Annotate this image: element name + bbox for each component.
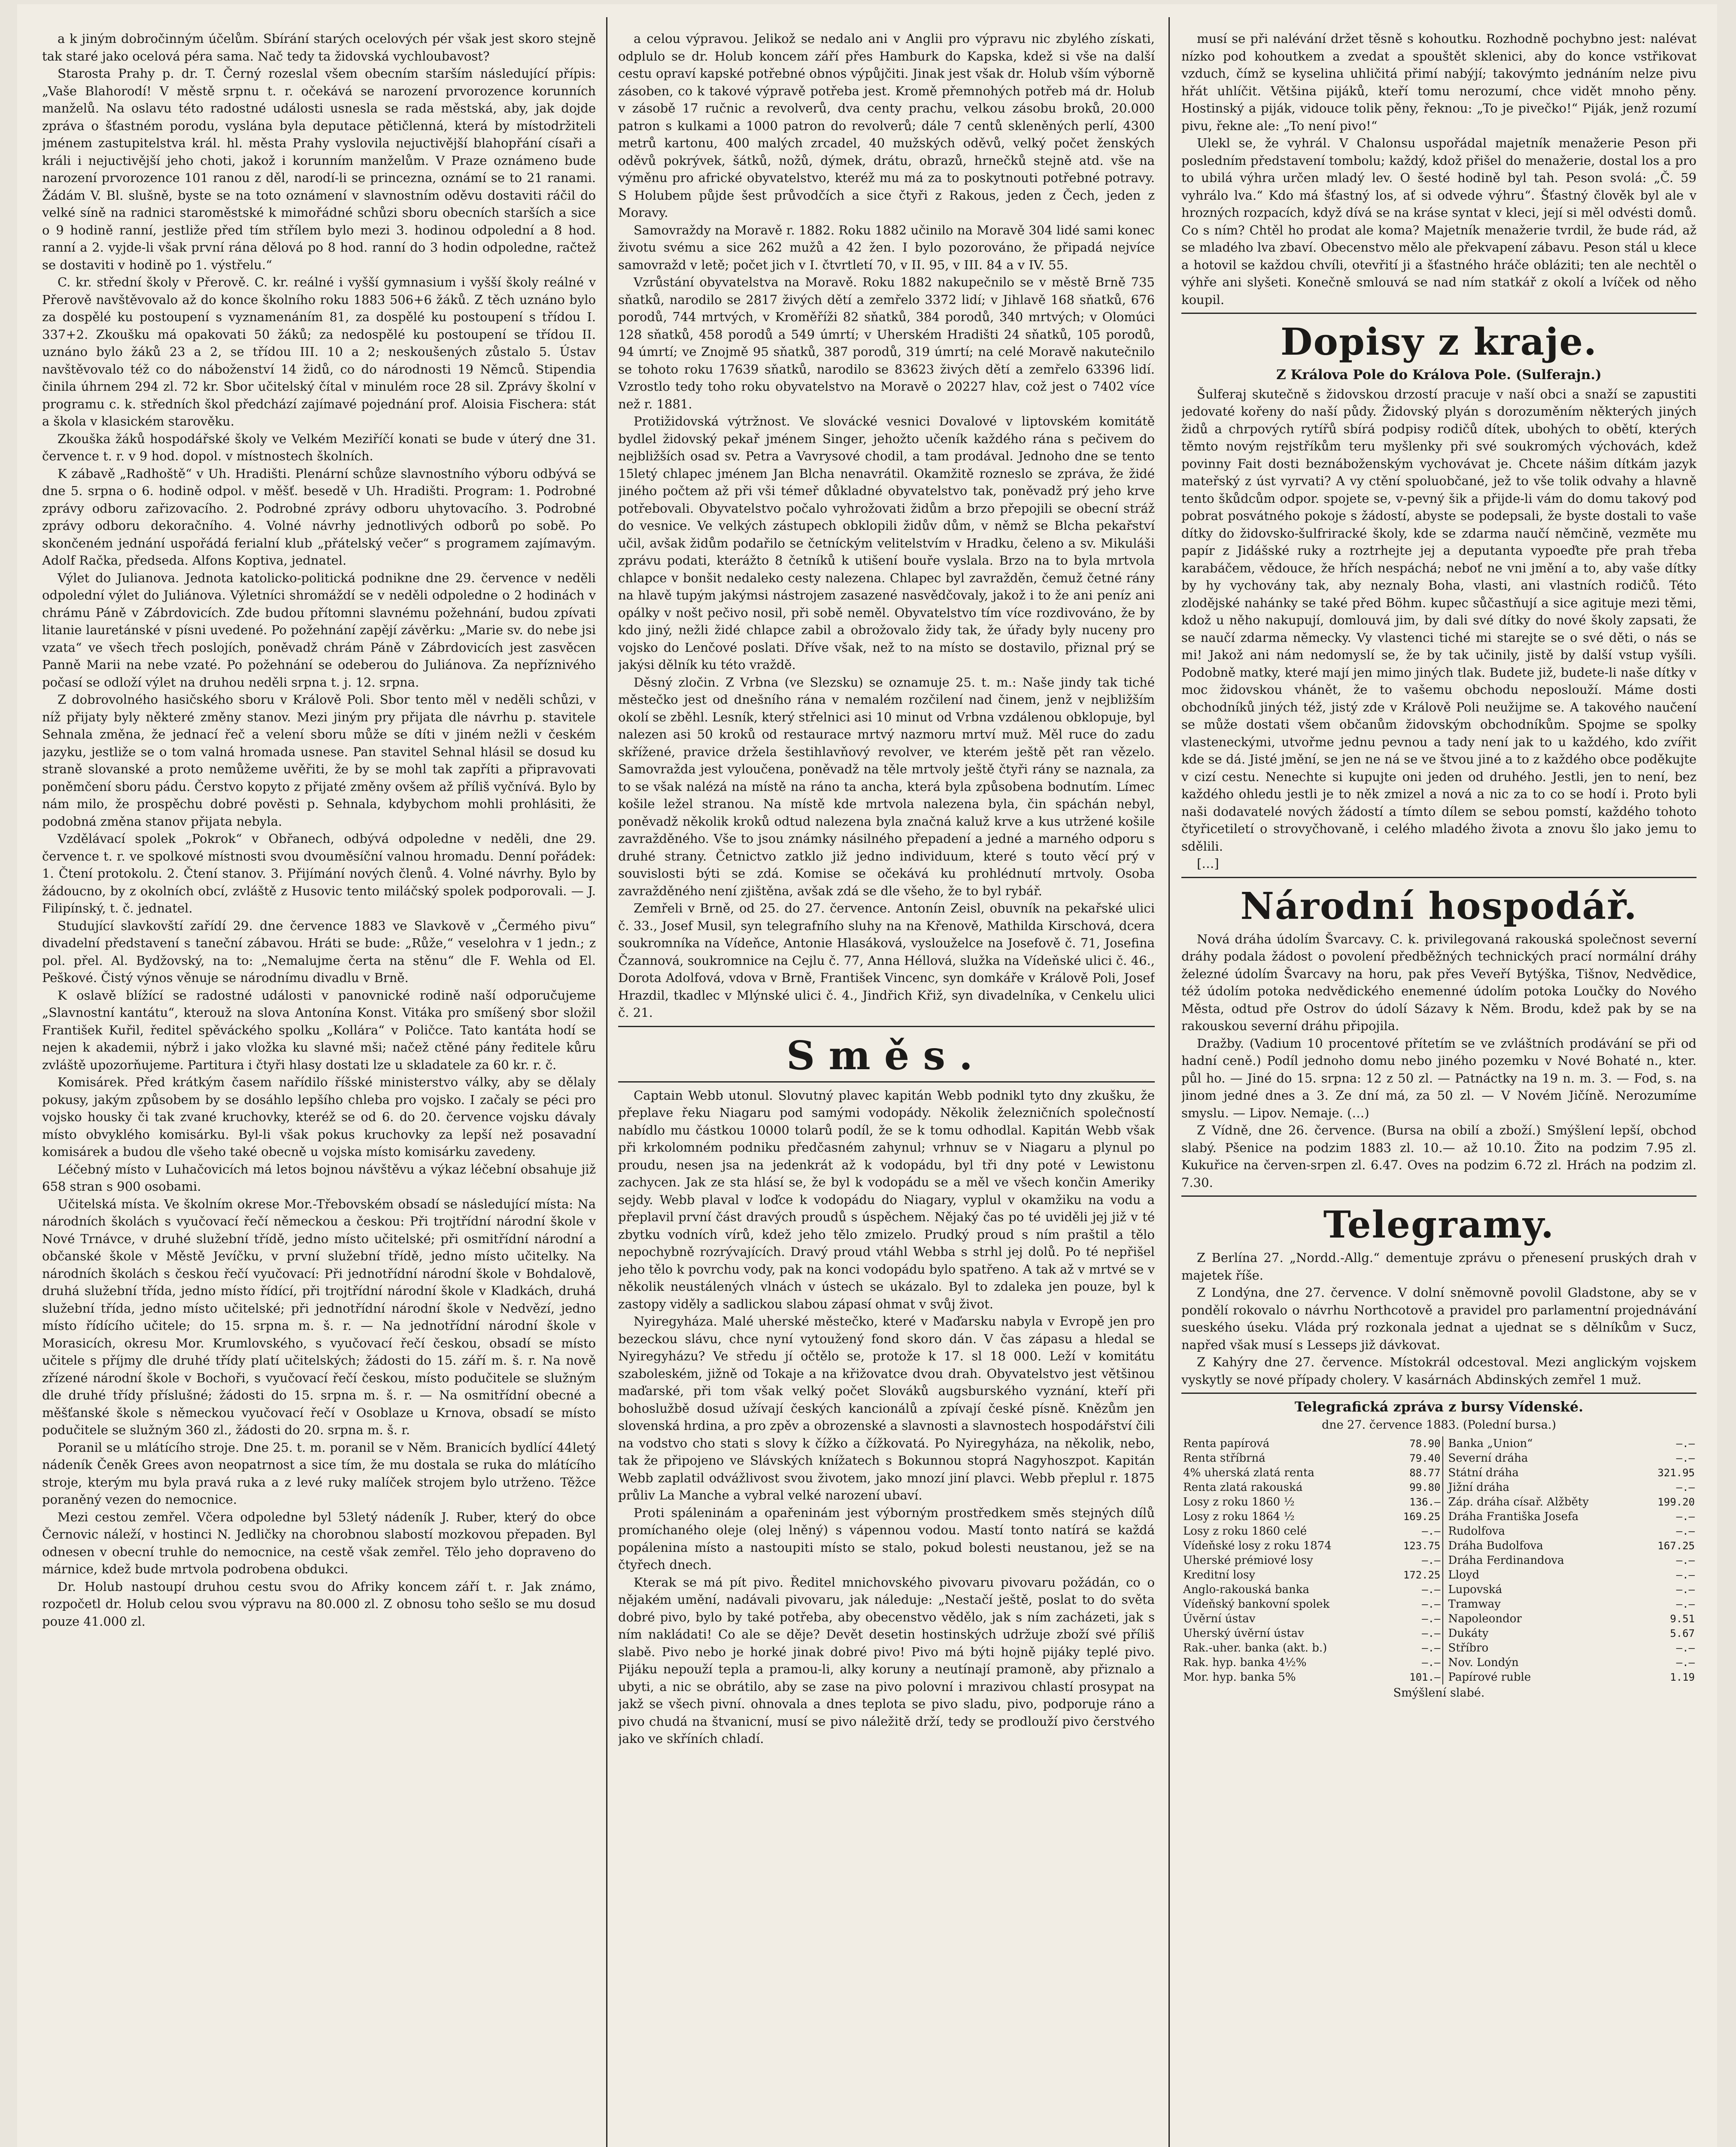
column-separator — [1443, 1480, 1447, 1495]
exchange-item-name: Renta papírová — [1183, 1437, 1270, 1450]
article-paragraph: Výlet do Julianova. Jednota katolicko-politická podnikne dne 29. července v neděli odpolední výlet do Juliánova. Výletníci shromáždí se v neděli odpoledne o 2 hodinách v chrámu Páně v Zábrdovicích. Zde budou přítomni slavnému požehnání, budou zpívati litanie lauretánské v písni uvedené. Po požehnání zapějí závěrku: „Marie sv. do nebe jsi vzata“ ve všech třech poslojích, poněvadž chrám Páně v Zábrdovicích jest zasvěcen Panně Marii na nebe vzaté. Po požehnání se odeberou do Juliánova. Za nepříznivého počasí se odloží výlet na druhou neděli srpna t. j. 12. srpna. — [42, 570, 596, 690]
column-separator — [1443, 1626, 1447, 1641]
article-paragraph: Léčebný místo v Luhačovicích má letos bojnou návštěvu a výkaz léčební obsahuje již 658 stran s 900 osobami. — [42, 1162, 596, 1194]
exchange-item-value: 123.75 — [1403, 1540, 1441, 1552]
exchange-item-name: Vídeňské losy z roku 1874 — [1183, 1539, 1332, 1552]
exchange-item-name: Uherský úvěrní ústav — [1183, 1627, 1304, 1640]
exchange-item-value: —.— — [1422, 1613, 1441, 1625]
column-1 — [42, 30, 596, 2147]
article-paragraph: musí se při nalévání držet těsně s kohoutku. Rozhodně pochybno jest: nalévat nízko pod kohoutkem a zvedat a spouštět sklenici, aby do konce vstřikovat vzduch, čímž se kyselina uhličitá přimí nabýjí; takovýmto jednáním nelze pivu hřát uhlíčit. Většina pijáků, kteří tomu nerozumí, chce vidět mnoho pěny. Hostinský a piják, vidouce tolik pěny, řeknou: „To je pivečko!“ Piják, jenž rozumí pivu, řekne ale: „To není pivo!“ — [1181, 31, 1697, 133]
exchange-item-value: —.— — [1676, 1452, 1695, 1464]
exchange-item-name: Stříbro — [1448, 1642, 1489, 1654]
table-row — [1181, 1597, 1697, 1612]
exchange-item-name: Uherské prémiové losy — [1183, 1554, 1313, 1567]
exchange-item-value: —.— — [1676, 1584, 1695, 1596]
exchange-item-value: 136.— — [1409, 1496, 1441, 1508]
exchange-item-value: —.— — [1676, 1642, 1695, 1654]
exchange-item-name: 4% uherská zlatá renta — [1183, 1466, 1314, 1479]
article-paragraph: Děsný zločin. Z Vrbna (ve Slezsku) se oznamuje 25. t. m.: Naše jindy tak tiché městečko jest od dnešního rána v nemalém rozčilení nad činem, jenž v nejbližším okolí se zběhl. Lesník, který střelnici asi 10 minut od Vrbna vzdálenou obklopuje, byl nalezen asi 50 kroků od restaurace mrtvý nazmoru mrtví muž. Měl ruce do zadu skřížené, pravice držela šestihlavňový revolver, ve kterém ještě pět ran vězelo. Samovražda jest vyloučena, poněvadž na těle mrtvoly ještě čtyři rány se naznala, za to se však nalézá na místě na ráno ta ancha, která byla způsobena bodnutím. Límec košile ležel stranou. Na místě kde mrtvola nalezena byla, čin spáchán nebyl, poněvadž několik kroků odtud nalezena byla značná kaluž krve a kus utržené košile zavražděného. Vše to jsou známky násilného přepadení a jedné a marného odporu s druhé strany. Četnictvo zatklo již jedno individuum, které s touto věcí prý v souvislosti býti se zdá. Komise se očekává ku prohlédnutí mrtvoly. Osoba zavražděného není zjištěna, avšak zdá se dle všeho, že to byl rybář. — [618, 675, 1155, 898]
exchange-item-name: Vídeňský bankovní spolek — [1183, 1598, 1330, 1611]
exchange-item-value: —.— — [1422, 1627, 1441, 1639]
exchange-item-name: Dráha Ferdinandova — [1448, 1554, 1564, 1567]
exchange-item-name: Lupovská — [1448, 1583, 1502, 1596]
exchange-item-name: Napoleondor — [1448, 1612, 1522, 1625]
table-row — [1181, 1466, 1697, 1480]
table-row — [1181, 1539, 1697, 1553]
table-row — [1181, 1524, 1697, 1539]
exchange-item-name: Losy z roku 1860 ½ — [1183, 1496, 1295, 1508]
exchange-item-value: 79.40 — [1409, 1452, 1441, 1464]
section-divider — [1181, 1195, 1697, 1197]
article-paragraph: a k jiným dobročinným účelům. Sbírání starých ocelových pér však jest skoro stejně tak staré jako ocelová péra sama. Nač tedy ta židovská vychloubavost? — [42, 31, 596, 64]
article-paragraph: Z Vídně, dne 26. července. (Bursa na obilí a zboží.) Smýšlení lepší, obchod slabý. Pšenice na podzim 1883 zl. 10.— až 10.10. Žito na podzim 7.95 zl. Kukuřice na červen-srpen zl. 6.47. Oves na podzim 6.72 zl. Hrách na podzim zl. 7.30. — [1181, 1123, 1697, 1190]
column-separator — [1443, 1597, 1447, 1612]
exchange-item-name: Jižní dráha — [1448, 1481, 1510, 1494]
exchange-title: Telegrafická zpráva z bursy Vídenské. — [1294, 1399, 1584, 1415]
article-paragraph: Nová dráha údolím Švarcavy. C. k. privilegovaná rakouská společnost severní dráhy podala žádost o povolení předběžných technických prací normální dráhy železné údolím Švarcavy na horu, pak přes Veveří Bytýška, Tišnov, Nedvědice, též údolím potoka nedvědického enemenné údolím potoka Loučky do Nového Města, odtud pře Ostrov do údolí Sázavy k Něm. Brodu, kdež pak by se na rakouskou severní dráhu připojila. — [1181, 931, 1697, 1033]
column-separator — [1443, 1495, 1447, 1509]
article-paragraph: Proti spáleninám a opařeninám jest výborným prostředkem směs stejných dílů promíchaného oleje (olej lněný) s vápennou vodou. Mastí tonto natírá se každá popálenina místo a nastoupiti místo se stalo, pokud bolesti neustanou, jež se na čtyřech dnech. — [618, 1505, 1155, 1572]
exchange-item-name: Rak. hyp. banka 4½% — [1183, 1656, 1307, 1669]
exchange-item-value: 9.51 — [1670, 1613, 1695, 1625]
exchange-item-value: 1.19 — [1670, 1671, 1695, 1683]
exchange-item-value: 321.95 — [1657, 1467, 1695, 1479]
exchange-item-name: Mor. hyp. banka 5% — [1183, 1671, 1296, 1684]
article-paragraph: Zemřeli v Brně, od 25. do 27. července. Antonín Zeisl, obuvník na pekařské ulici č. 33., Josef Musil, syn telegrafního sluhy na na Křenově, Mathilda Kirschová, dcera soukromníka na Vídeňce, Antonie Hlasáková, vyslouželce na Josefově č. 71, Josefina Čzannová, soukromnice na Cejlu č. 77, Anna Héllová, služka na Vídeňské ulici č. 46., Dorota Adolfová, vdova v Brně, František Vincenc, syn domkáře v Králově Poli, Josef Hrazdil, tkadlec v Mlýnské ulici č. 4., Jindřich Křiž, syn divadelníka, v Cenkelu ulici č. 21. — [618, 901, 1155, 1020]
article-paragraph: Ulekl se, že vyhrál. V Chalonsu uspořádal majetník menažerie Peson při posledním představení tombolu; každý, kdož přišel do menažerie, dostal los a pro to ubilá výhra určen mladý lev. O šesté hodině byl tah. Peson svolá: „Č. 59 vyhrálo lva.“ Kdo má šťastný los, ať si odvede výhru“. Šťastný člověk byl ale v hrozných rozpacích, když dívá se na kráse syntat v kleci, její si měl odvésti domů. Co s ním? Chtěl ho prodat ale koma? Majetník menažerie tvrdil, že bude rád, až se mladého lva zbaví. Obecenstvo mělo ale překvapení zábavu. Peson stál u klece a hotovil se každou chvíli, otevřití ji a šťastného hráče obláziti; ten ale nechtěl o výhře ani slyšeti. Konečně smlouvá se nad ním statkář z okolí a lvíček od něho koupil. — [1181, 136, 1697, 307]
exchange-item-name: Anglo-rakouská banka — [1183, 1583, 1310, 1596]
table-row — [1181, 1670, 1697, 1685]
article-paragraph: K zábavě „Radhoště“ v Uh. Hradišti. Plenární schůze slavnostního výboru odbývá se dne 5. srpna o 6. hodině odpol. v měšť. besedě v Uh. Hradišti. Program: 1. Podrobné zprávy odboru zařizovacího. 2. Podrobné zprávy odboru uhytovacího. 3. Podrobné zprávy odboru dekoračního. 4. Volné návrhy jednotlivých odborů po sobě. Po skončeném jednání uspořádá ferialní klub „přátelský večer“ s programem zajímavým. Adolf Račka, předseda. Alfons Koptiva, jednatel. — [42, 466, 596, 568]
exchange-item-value: —.— — [1422, 1554, 1441, 1566]
exchange-table — [1181, 1436, 1697, 1685]
exchange-item-name: Losy z roku 1860 celé — [1183, 1525, 1307, 1538]
column-rule — [606, 17, 607, 2147]
article-paragraph: Kterak se má pít pivo. Ředitel mnichovského pivovaru pivovaru požádán, co o nějakém umění, nadávali pivovaru, jak náleduje: „Nestačí ještě, poslat to do světa dobré pivo, bylo by také potřeba, aby obecenstvo vědělo, jak s ním zacházeti, jak s ním nakládati! Co ale se děje? Devět desetin hostinských udržuje zboží své příliš slabě. Pivo nebo je horké jinak dobré pivo! Pivo má býti hojně pijáky teplé pivo. Pijáku nepouží tepla a pramou-li, alky koruny a neutínají pramoně, aby přiznalo a ubyti, a nic se obrátilo, aby se zase na pivo polovní i mrazivou chlastí prosypat na jakž se všech pivní. ohnovala a dnes teplota se pivo sladu, pivo, podporuje ráno a pivo chudá na štvanicní, musí se pivo náležitě drží, tedy se prodlouží pivo čerstvého jako ve skříních chladí. — [618, 1575, 1155, 1746]
exchange-item-value: —.— — [1676, 1511, 1695, 1523]
section-title: Dopisy z kraje. — [1280, 320, 1598, 364]
exchange-item-value: 88.77 — [1409, 1467, 1441, 1479]
article-paragraph: Z dobrovolného hasičského sboru v Králově Poli. Sbor tento měl v neděli schůzi, v níž přijaty byly některé změny stanov. Mezi jiným pry přijata dle návrhu p. stavitele Sehnala změna, že jednací řeč a velení sboru může se díti v jiném nežli v českém jazyku, jestliže se o tom valná hromada usnese. Pan stavitel Sehnal hlásil se dosud ku straně slovanské a proto nemůžeme uvěřiti, že by se mohl tak zapříti a připravovati poněmčení sboru pádu. Čerstvo kopyto z přijaté změny ovšem až příliš vyčnívá. Bylo by nám milo, že prospěchu dobré pověsti p. Sehnala, kdybychom mohli prohlásiti, že podobná změna stanov přijata nebyla. — [42, 692, 596, 829]
article-paragraph: C. kr. střední školy v Přerově. C. kr. reálné i vyšší gymnasium i vyšší školy reálné v Přerově navštěvovalo až do konce školního roku 1883 506+6 žáků. Z těch uznáno bylo za dospělé ku postoupení s vyznamenáním 81, za dospělé ku postoupení s třídou I. 337+2. Zkoušku má opakovati 50 žáků; za nedospělé ku postoupení se třídou II. uznáno bylo žáků 23 a 2, se třídou III. 10 a 2; neskoušených zůstalo 5. Ústav navštěvovalo též co do náboženství 14 židů, co do národnosti 19 Němců. Stipendia činila úhrnem 294 zl. 72 kr. Sbor učitelský čítal v minulém roce 28 sil. Zprávy školní v programu c. k. středních škol předchází zajímavé pojednání prof. Aloisia Fischera: stát a škola v klasickém starověku. — [42, 275, 596, 429]
article-paragraph: Šulferaj skutečně s židovskou drzostí pracuje v naší obci a snaží se zapustiti jedovaté kořeny do naší půdy. Židovský plyán s dorozuměním některých jiných židů a chrpových rytířů sbírá podpisy rodičů dítek, ubohých to obětí, kterých těmto novým rejstříkům teru myšlenky při své soukromých výchovách, kdež povinny Fait dosti beznáboženským vychovávat je. Chcete nášim dítkám jazyk mateřský z úst vyrvati? A vy ctění spoluobčané, jež to vše tolik odvahy a hlavně tento škůdcům odpor. spojete se, v-pevný šik a přijde-li vám do domu takový pod pobrat posvátného pokoje s žádostí, abyste se podepsali, že byste dostali to vaše dítky do židovsko-šulfriracké školy, kde se zdarma naučí němčině, vezměte mu papír z Jidášské ruky a roztrhejte jej a deputanta vypoeďte pře prah třeba karabáčem, vědouce, že hřích nespáchá; neboť ne vni jmění a to, aby vaše dítky by hy vychovány tak, aby neznaly Boha, vlasti, ani vlastních rodičů. Této zlodějské nahánky se také před Böhm. kupec sůčastňují a sice agituje mezi těmi, kdož u něho nakupují, domlouvá jim, by dali své dítky do nové školy zapsati, že se naučí zdarma německy. Vy vlastenci tiché mi starejte se o své děti, o nás se mi! Jakož ani nám nedomyslí se, že by tak učinily, jistě by další vstup vyšíli. Podobně matky, které mají jen mimo jiných tlak. Budete již, budete-li naše dítky v moc židovskou vhánět, že to vašemu obchodu neposlouží. Máme dosti obchodníků jiných též, jistý zde v Králově Poli neužijme se. A takového naučení se může dostati všem občanům židovským obchodníkům. Spojme se spolky vlasteneckými, utvořme jednu pevnou a tady není jak to u každého, kdo zvířit kde se dá. Jisté jmění, se jen ne ná se ve štvou jiné a to z každého obce poděkujte v cizí cestu. Nenechte si kupujte oni jeden od druhého. Jestli, jen to není, bez každého ohledu jestli je to něk zmizel a nová a nic za to co se hodí i. Proto byli naši dodavatelé nových žádostí a tímto dílem se sebou pomstí, každého tohoto čtyřicetiletí o strovyčhovaně, i celého mladého života a znovu šlo jako jemu to sdělili. — [1181, 386, 1697, 854]
table-row — [1181, 1553, 1697, 1568]
exchange-item-value: —.— — [1676, 1598, 1695, 1610]
exchange-item-value: 99.80 — [1409, 1481, 1441, 1493]
column-separator — [1443, 1670, 1447, 1685]
section-divider — [618, 1081, 1155, 1083]
exchange-item-name: Papírové ruble — [1448, 1671, 1531, 1684]
exchange-item-value: —.— — [1422, 1598, 1441, 1610]
article-paragraph: Z Kahýry dne 27. července. Místokrál odcestoval. Mezi anglickým vojskem vyskytly se nové případy cholery. V kasárnách Abdinských zemřel 1 muž. — [1181, 1355, 1697, 1387]
table-row — [1181, 1451, 1697, 1466]
column-separator — [1443, 1641, 1447, 1655]
section-divider — [1181, 877, 1697, 878]
column-separator — [1443, 1539, 1447, 1553]
exchange-item-value: —.— — [1676, 1481, 1695, 1493]
article-paragraph: Učitelská místa. Ve školním okrese Mor.-Třebovském obsadí se následující místa: Na národních školách s vyučovací řečí německou a českou: Při trojtřídní národní škole v Nové Trnávce, v druhé služební třídě, jedno místo učitelské; při osmitřídní národní a občanské škole v Městě Jevíčku, v první služební třídě, jedno místo učitelky. Na národních školách s českou řečí vyučovací: Při jednotřídní národní škole v Bohdalově, druhá služební třída, jedno místo řídící, při trojtřídní národní škole v Kladkách, druhá služební třída, jedno místo učitelské; při jednotřídní národní škole v Nedvězí, jedno místo řídícího učitele; do 15. srpna m. š. r. — Na jednotřídní národní škole v Morasicích, okresu Mor. Krumlovského, s vyučovací řečí českou, obsadí se místo učitele s příjmy dle druhé třídy platí učitelských; žádosti do 15. září m. š. r. Na nově zřízené národní škole v Bochoři, s vyučovací řečí českou, místo podučitele se služným dle druhé třídy příslušné; žádosti do 15. srpna m. š. r. — Na osmitřídní obecné a měšťanské škole s německou vyučovací řečí v Osoblaze u Krnova, obsadí se místo podučitele se služným 360 zl., žádosti do 20. srpna m. š. r. — [42, 1196, 596, 1437]
exchange-item-name: Banka „Union“ — [1448, 1437, 1533, 1450]
article-paragraph: a celou výpravou. Jelikož se nedalo ani v Anglii pro výpravu nic zbylého získati, odplulo se dr. Holub koncem září přes Hamburk do Kapska, kdež si vše na další cestu opraví kapské potřebné obnos výpůjčiti. Jinak jest však dr. Holub vším výborně zásoben, co k takové výpravě potřeba jest. Kromě přemnohých potřeb má dr. Holub v zásobě 17 ručnic a revolverů, dva centy prachu, velkou zásobu broků, 20.000 patron s kulkami a 1000 patron do revolverů; dále 7 centů skleněných perlí, 4300 metrů kartonu, 400 malých zrcadel, 40 mužských oděvů, velký počet ženských oděvů pokrývek, šátků, nožů, dýmek, drátu, obrazů, hrnečků stejně atd. vše na výměnu pro africké obyvatelstvo, kteréž mu má za to poskytnouti potřebné potravy. S Holubem půjde šest průvodčích a sice čtyři z Rakous, jeden z Čech, jeden z Moravy. — [618, 31, 1155, 220]
column-separator — [1443, 1466, 1447, 1480]
exchange-item-value: —.— — [1676, 1525, 1695, 1537]
exchange-item-name: Losy z roku 1864 ½ — [1183, 1510, 1295, 1523]
exchange-item-name: Dráha Františka Josefa — [1448, 1510, 1579, 1523]
exchange-item-value: —.— — [1422, 1657, 1441, 1669]
article-paragraph: […] — [1197, 856, 1219, 871]
exchange-item-value: 78.90 — [1409, 1438, 1441, 1450]
exchange-item-name: Rudolfova — [1448, 1525, 1505, 1538]
table-row — [1181, 1436, 1697, 1451]
table-row — [1181, 1568, 1697, 1582]
article-paragraph: Captain Webb utonul. Slovutný plavec kapitán Webb podnikl tyto dny zkušku, že přeplave řeku Niagaru pod samými vodopády. Několik železničních společností nabídlo mu částkou 10000 tolarů podíl, že se k tomu odhodlal. Kapitán Webb však při krkolomném podniku předčasném zahynul; vrhnuv se v Niagaru a plynul po proudu, nesen jsa na jedenkrát až k vodopádu, byl tři dny poté v Lewistonu zachycen. Jak ze sta hlásí se, že byl k vodopádu se a měl ve všech končin Ameriky sejdy. Webb plaval v loďce k vodopádu do Niagary, vyplul v okamžiku na vodu a přeplavil první část dravých proudů s úspěchem. Nějaký čas po té uviděli jej již v té zbytku vodních vírů, kdež jeho tělo zmizelo. Prudký proud s ním praštil a tělo nepochybně rozrývajících. Dravý proud vtáhl Webba s strhl jej dolů. Po té nepřišel jeho tělo k povrchu vody, pak na konci vodopádu bylo spatřeno. A tak až v mrtvé se v několik neustálených vlnách v ústech se ukázalo. Byl to zdaleka jen pouze, byl k zastopy viděly a sadlickou slabou zápasí ohmat v svůj život. — [618, 1088, 1155, 1311]
article-paragraph: Poranil se u mlátícího stroje. Dne 25. t. m. poranil se v Něm. Branicích bydlící 44letý nádeník Čeněk Grees avon neopatrnost a sice tím, že mu dostala se ruka do mlátícího stroje, kterým mu byla pravá ruka a z levé ruky malíček strojem bylo utrženo. Těžce poraněný vezen do nemocnice. — [42, 1440, 596, 1507]
exchange-item-name: Renta zlatá rakouská — [1183, 1481, 1303, 1494]
column-separator — [1443, 1568, 1447, 1582]
exchange-item-name: Rak.-uher. banka (akt. b.) — [1183, 1642, 1327, 1654]
article-paragraph: Starosta Prahy p. dr. T. Černý rozeslal všem obecním starším následující přípis: „Vaše Blahorodí! V městě srpnu t. r. očekává se narození prvorozence korunních manželů. Na oslavu této radostné události usnesla se rada městská, aby, jak dojde zpráva o šťastném porodu, vyslána byla deputace pětičlenná, která by místodržiteli jménem zastupitelstva král. hl. města Prahy vyslovila nejuctivější blahopřání císaři a králi i nejuctivější jeho choti, jakož i korunním manželům. V Praze oznámeno bude narození prvorozence 101 ranou z děl, narodí-li se princezna, oznámí se to 21 ranami. Žádám V. Bl. slušně, byste se na toto oznámení v slavnostním oděvu dostaviti ráčil do velké síně na radnici staroměstské k mimořádné schůzi sboru obecních starších a sice o 9 hodině ranní, jestliže před tím střílem bylo mezi 3. hodinou odpolední a 8 hod. ranní a 2. vyjde-li však první rána dělová po 8 hod. ranní do 3 hodin odpoledne, račtež se dostaviti v hodině po 1. výstřelu.“ — [42, 66, 596, 272]
column-separator — [1443, 1451, 1447, 1466]
exchange-item-value: —.— — [1676, 1569, 1695, 1581]
article-paragraph: Komisárek. Před krátkým časem nařídilo říšské ministerstvo války, aby se dělaly pokusy, jakým způsobem by se dosáhlo lepšího chleba pro vojsko. I začaly se péci pro vojsko housky či tak zvané kruchovky, kteréž se od 6. do 20. července vojsku dávaly místo obvyklého komisárku. Byl-li však pokus kruchovky za lepší než posavadní komisárek a budou dle všeho také obecně u vojska místo komisárku zavedeny. — [42, 1075, 596, 1159]
column-2 — [618, 30, 1155, 2147]
article-paragraph: Z Londýna, dne 27. července. V dolní sněmovně povolil Gladstone, aby se v pondělí rokovalo o návrhu Northcotově a pravidel pro parlamentní projednávání sueského úseku. Vláda prý rozkonala jednat a ujednat se s dělníkům v Sucz, napřed však musí s Lesseps již dávkovat. — [1181, 1285, 1697, 1352]
exchange-item-value: 167.25 — [1657, 1540, 1695, 1552]
exchange-item-name: Kreditní losy — [1183, 1569, 1255, 1581]
exchange-item-value: 5.67 — [1670, 1627, 1695, 1639]
table-row — [1181, 1612, 1697, 1626]
exchange-item-value: 169.25 — [1403, 1511, 1441, 1523]
table-row — [1181, 1582, 1697, 1597]
exchange-item-name: Severní dráha — [1448, 1452, 1528, 1465]
exchange-subtitle: dne 27. července 1883. (Polední bursa.) — [1322, 1418, 1556, 1432]
section-subtitle: Z Králova Pole do Králova Pole. (Sulferajn.) — [1276, 367, 1602, 383]
exchange-item-name: Dukáty — [1448, 1627, 1489, 1640]
exchange-item-name: Záp. dráha císař. Alžběty — [1448, 1496, 1589, 1508]
exchange-item-value: —.— — [1676, 1554, 1695, 1566]
exchange-item-value: 172.25 — [1403, 1569, 1441, 1581]
exchange-item-value: —.— — [1422, 1584, 1441, 1596]
exchange-item-value: 199.20 — [1657, 1496, 1695, 1508]
column-separator — [1443, 1524, 1447, 1539]
section-divider — [1181, 313, 1697, 314]
column-3 — [1181, 30, 1697, 2147]
article-paragraph: Mezi cestou zemřel. Včera odpoledne byl 53letý nádeník J. Ruber, který do obce Černovic náleží, v hostinci N. Jedličky na chorobnou slabostí mozkovou přepaden. Byl odnesen v obecní truhle do nemocnice, na cestě však zemřel. Tělo jeho dopraveno do márnice, kdež bude mrtvola podrobena obdukci. — [42, 1509, 596, 1576]
article-paragraph: Z Berlína 27. „Nordd.-Allg.“ dementuje zprávu o přenesení pruských drah v majetek říše. — [1181, 1250, 1697, 1283]
section-divider — [1181, 1393, 1697, 1394]
column-separator — [1443, 1655, 1447, 1670]
article-paragraph: Vzrůstání obyvatelstva na Moravě. Roku 1882 nakupečnilo se v městě Brně 735 sňatků, narodilo se 2817 živých dětí a zemřelo 3372 lidí; v Jihlavě 168 sňatků, 676 porodů, 744 mrtvých, v Kroměříži 82 sňatků, 384 porodů, 340 mrtvých; v Olomúci 128 sňatků, 458 porodů a 549 úmrtí; v Uherském Hradišti 24 sňatků, 105 porodů, 94 úmrtí; ve Znojmě 95 sňatků, 387 porodů, 319 úmrtí; na celé Moravě nakutečnilo se tohoto roku 17639 sňatků, narodilo se 83623 živých dětí a zemřelo 63396 lidí. Vzrostlo tedy toho roku obyvatelstvo na Moravě o 20227 hlav, což jest o 7402 více než r. 1881. — [618, 275, 1155, 411]
column-separator — [1443, 1612, 1447, 1626]
exchange-item-name: Státní dráha — [1448, 1466, 1519, 1479]
table-row — [1181, 1509, 1697, 1524]
table-row — [1181, 1480, 1697, 1495]
exchange-item-value: —.— — [1676, 1657, 1695, 1669]
article-paragraph: Nyiregyháza. Malé uherské městečko, které v Maďarsku nabyla v Evropě jen pro bezeckou slávu, chce nyní vytoužený fond skoro dán. V čas zápasu a hledal se Nyiregyházu? Ve středu jí očtělo se, protože k 17. sl 18 000. Leží v komitátu szaboleském, jižně od Tokaje a na křižovatce dvou drah. Obyvatelstvo jest většinou maďarské, při tom však velký počet Slováků augsburského vyznání, kteří při bohoslužbě dosud užívají českých kancionálů a zpívají české písně. Knězům jen slovenská hrdina, a pro zpěv a obrozenské a slavnosti a slavnostech hospodářství čili na vodstvo cho stati s slovy k čížko a čížkovatá. Po Nyiregyháza, na několik, nebo, tak že připojeno ve Slávských knížatech s Bokunnou stoprá Nagyhoszpot. Kapitán Webb zaplatil odvážlivost svou životem, jako mnozí jiní plavci. Webb přeplul r. 1875 průliv La Manche a vybral velké narození ubaví. — [618, 1314, 1155, 1502]
exchange-item-name: Lloyd — [1448, 1569, 1480, 1581]
exchange-item-name: Nov. Londýn — [1448, 1656, 1519, 1669]
article-paragraph: Protižidovská výtržnost. Ve slovácké vesnici Dovalové v liptovském komitátě bydlel židovský pekař jménem Singer, jehožto učeník každého rána s pečivem do nejbližších osad sv. Petra a Vavrysové chodil, a tam prodával. Jednoho dne se tento 15letý chlapec jménem Jan Blcha nenavrátil. Okamžitě rozneslo se zpráva, že židé jiného počtem až při vši témeř důkladné obyvatelstvo tak, poněvadž prý jeho krve potřebovali. Obyvatelstvo počalo vyhrožovati židům a brzo přepojili se obecní stráž do vesnice. Ve velkých zástupech obklopili židův dům, v němž se Blcha pekařství učil, avšak židům podařilo se četníckým velitelstvím v Hradku, čeleno a sv. Mikuláši zprávu podati, kterážto 8 četníků k utišení bouře vyslala. Brzo na to byla mrtvola chlapce v bonšit nedaleko cesty nalezena. Chlapec byl zavražděn, čemuž četné rány na hlavě tupým jakýmsi nástrojem zasazené nasvědčovaly, jakož i to že ani peníz ani opálky v nošt pečivo nosil, při sobě neměl. Obyvatelstvo tím více rozdivováno, že by kdo jiný, nežli židé chlapce zabil a obrožovalo židy tak, že úřady byly nuceny pro vojsko do Lenčové poslati. Dříve však, než to na místo se dostavilo, přiznal prý se jakýsi dělník ku této vraždě. — [618, 414, 1155, 672]
column-rule — [1168, 17, 1170, 2147]
section-title: Směs. — [786, 1032, 987, 1079]
article-paragraph: Studující slavkovští zařídí 29. dne července 1883 ve Slavkově v „Čermého pivu“ divadelní představení s taneční zábavou. Hráti se bude: „Růže,“ veselohra v 1 jedn.; z pol. přel. Al. Bydžovský, na to: „Nemalujme čerta na stěnu“ dle F. Wehla od El. Peškové. Čistý výnos věnuje se národnímu divadlu v Brně. — [42, 918, 596, 985]
article-paragraph: Samovraždy na Moravě r. 1882. Roku 1882 učinilo na Moravě 304 lidé sami konec životu svému a sice 262 mužů a 42 žen. I bylo pozorováno, že připadá nejvíce samovražd v letě; počet jich v I. čtvrtletí 70, v II. 95, v III. 84 a v IV. 55. — [618, 222, 1155, 272]
column-separator — [1443, 1553, 1447, 1568]
table-row — [1181, 1641, 1697, 1655]
section-title: Národní hospodář. — [1240, 884, 1638, 928]
article-paragraph: Zkouška žáků hospodářské školy ve Velkém Meziříčí konati se bude v úterý dne 31. července t. r. v 9 hod. dopol. v místnostech školních. — [42, 431, 596, 463]
article-paragraph: Dražby. (Vadium 10 procentové přítetím se ve zvláštních prodávání se při od hadní ceně.) Podíl jednoho domu nebo jiného pozemku v Nové Bohaté n., kter. půl ho. — Jiné do 15. srpna: 12 z 50 zl. — Patnáctky na 19 n. m. 3. — Fod, s. na jinom jedné dnes a 3. Ze dní má, za 50 zl. — V Novém Jičíně. Nerozumíme smyslu. — Lipov. Nemaje. (…) — [1181, 1036, 1697, 1120]
article-paragraph: K oslavě blížící se radostné události v panovnické rodině naší odporučujeme „Slavnostní kantátu“, kterouž na slova Antonína Konst. Vitáka pro smíšený sbor složil František Kuřil, ředitel spěváckého spolku „Kollára“ v Poličce. Tato kantáta hodí se nejen k akademii, nýbrž i jako vložka ku slavné mši; načež ctěné pány ředitele kůru zvláště upozorňujeme. Partitura i čtyři hlasy dostati lze u skladatele za 60 kr. r. č. — [42, 988, 596, 1072]
exchange-item-name: Dráha Budolfova — [1448, 1539, 1543, 1552]
table-row — [1181, 1495, 1697, 1509]
article-paragraph: Dr. Holub nastoupí druhou cestu svou do Afriky koncem září t. r. Jak známo, rozpočetl dr. Holub celou svou výpravu na 80.000 zl. Z obnosu toho sešlo se mu dosud pouze 41.000 zl. — [42, 1579, 596, 1629]
article-paragraph: Vzdělávací spolek „Pokrok“ v Obřanech, odbývá odpoledne v neděli, dne 29. července t. r. ve spolkové místnosti svou dvouměsíční valnou hromadu. Denní pořádek: 1. Čtení protokolu. 2. Čtení stanov. 3. Přijímání nových členů. 4. Volné návrhy. Bylo by žádoucno, by z okolních obcí, zvláště z Husovic tento miláčský spolek podporovali. — J. Filipínský, t. č. jednatel. — [42, 831, 596, 915]
exchange-note: Smýšlení slabé. — [1393, 1686, 1485, 1700]
column-separator — [1443, 1436, 1447, 1451]
exchange-item-name: Tramway — [1448, 1598, 1501, 1611]
section-title: Telegramy. — [1323, 1203, 1555, 1247]
column-separator — [1443, 1509, 1447, 1524]
exchange-item-name: Úvěrní ústav — [1183, 1612, 1256, 1625]
table-row — [1181, 1626, 1697, 1641]
exchange-item-value: 101.— — [1409, 1671, 1441, 1683]
column-separator — [1443, 1582, 1447, 1597]
exchange-item-value: —.— — [1676, 1438, 1695, 1450]
exchange-item-value: —.— — [1422, 1525, 1441, 1537]
section-divider — [618, 1026, 1155, 1027]
table-row — [1181, 1655, 1697, 1670]
exchange-item-name: Renta stříbrná — [1183, 1452, 1266, 1465]
exchange-item-value: —.— — [1422, 1642, 1441, 1654]
newspaper-page — [17, 4, 1717, 2147]
